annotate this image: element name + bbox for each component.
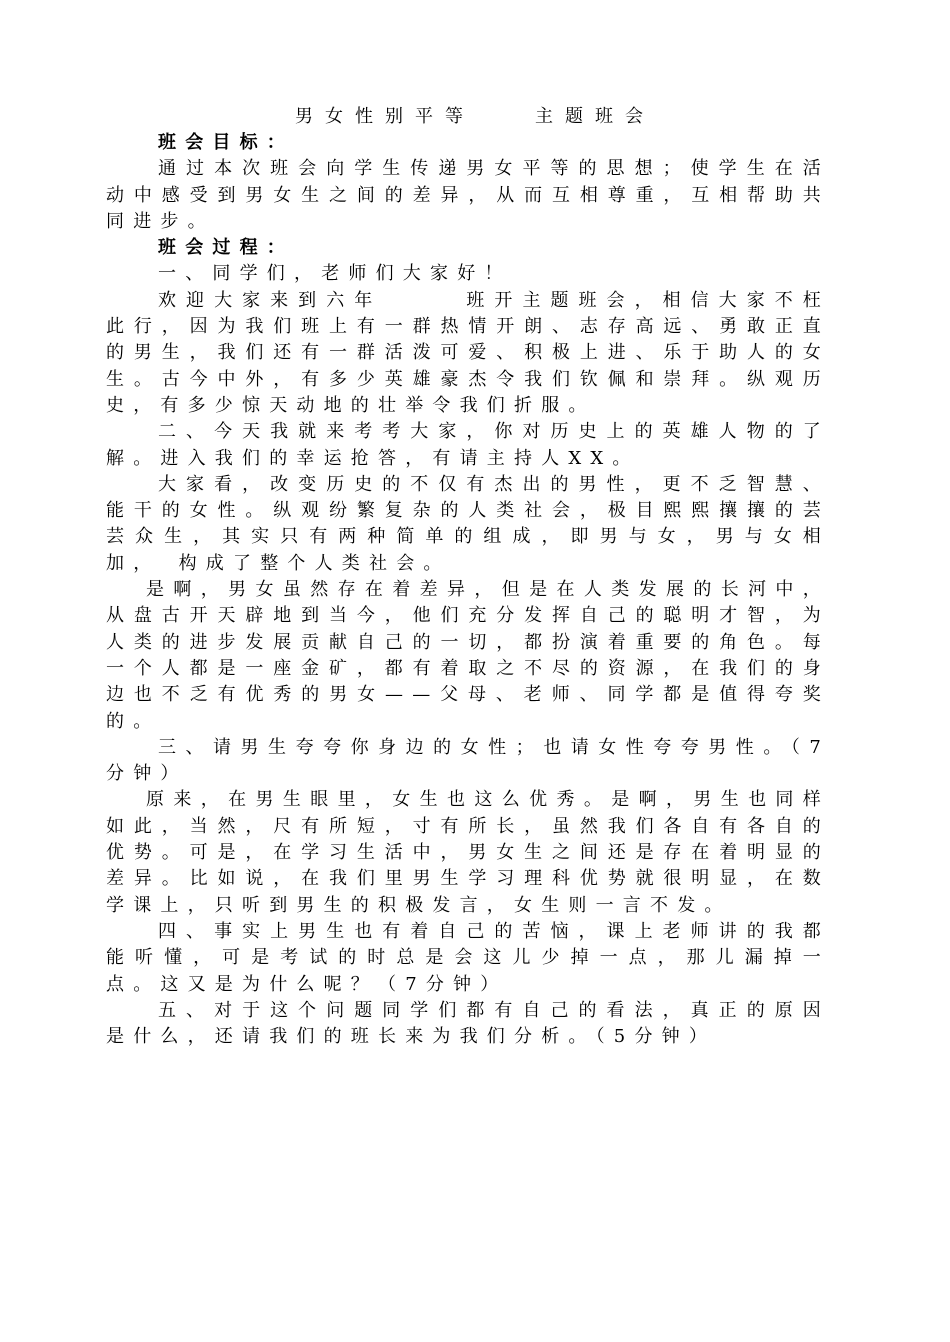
goal-heading: 班会目标： <box>158 132 294 153</box>
document-title <box>0 104 950 130</box>
paragraph-quiz: 二、今天我就来考考大家，你对历史上的英雄人物的了解。进入我们的幸运抢答，有请主持人XX。 <box>106 421 830 469</box>
title-sub: 主题班会 <box>535 106 655 127</box>
process-heading: 班会过程： <box>158 237 294 259</box>
paragraph-strengths: 原来，在男生眼里，女生也这么优秀。是啊，男生也同样如此，当然，尺有所短，寸有所长，虽然我们各自有各自的优势。可是，在学习生活中，男女生之间还是存在着明显的差异。比如说，在我们里男生学习理科优势就很明显，在数学课上，只听到男生的积极发言，女生则一言不发。 <box>106 789 830 916</box>
goal-paragraph: 通过本次班会向学生传递男女平等的思想；使学生在活动中感受到男女生之间的差异，从而互相尊重，互相帮助共同进步。 <box>106 158 830 232</box>
paragraph-history: 大家看，改变历史的不仅有杰出的男性，更不乏智慧、能干的女性。纵观纷繁复杂的人类社会，极目熙熙攘攘的芸芸众生，其实只有两种简单的组成，即男与女，男与女相加， 构成了整个人类社会。 <box>106 473 830 574</box>
title-main: 男女性别平等 <box>295 106 475 127</box>
paragraph-analysis: 五、对于这个问题同学们都有自己的看法，真正的原因是什么，还请我们的班长来为我们分析。（5分钟） <box>106 999 830 1048</box>
paragraph-greeting: 一、同学们，老师们大家好！ <box>158 263 512 285</box>
document-body <box>106 130 830 1050</box>
paragraph-worries: 四、事实上男生也有着自己的苦恼，课上老师讲的我都能听懂，可是考试的时总是会这儿少掉一点，那儿漏掉一点。这又是为什么呢？（7分钟） <box>106 920 830 995</box>
paragraph-praise: 三、请男生夸夸你身边的女性；也请女性夸夸男性。（7分钟） <box>106 736 830 785</box>
paragraph-welcome: 欢迎大家来到六年 班开主题班会，相信大家不枉此行，因为我们班上有一群热情开朗、志存高远、勇敢正直的男生，我们还有一群活泼可爱、积极上进、乐于助人的女生。古今中外，有多少英雄豪杰令我们钦佩和崇拜。纵观历史，有多少惊天动地的壮举令我们折服。 <box>106 289 830 416</box>
paragraph-differences: 是啊，男女虽然存在着差异，但是在人类发展的长河中，从盘古开天辟地到当今，他们充分发挥自己的聪明才智，为人类的进步发展贡献自己的一切，都扮演着重要的角色。每一个人都是一座金矿，都有着取之不尽的资源，在我们的身边也不乏有优秀的男女——父母、老师、同学都是值得夸奖的。 <box>106 579 830 732</box>
